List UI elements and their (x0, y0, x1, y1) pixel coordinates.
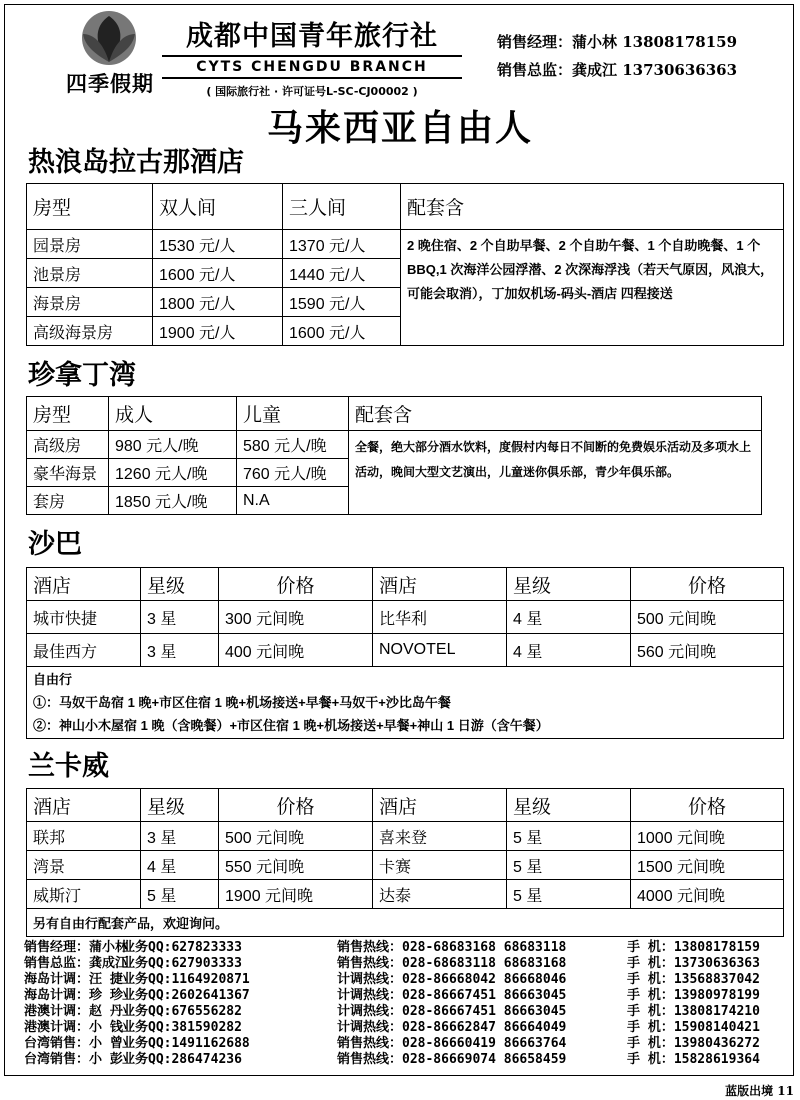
contact-hotline: 计调热线：028-86662847 86664049 (337, 1020, 567, 1035)
brand-rule (162, 77, 462, 79)
contact-hotline: 销售热线：028-68683118 68683168 (337, 956, 567, 971)
section-title-langkawi: 兰卡威 (28, 751, 109, 782)
contact-row (24, 1036, 800, 1052)
page-label: 蓝版出境 11 (725, 1084, 794, 1098)
contact-manager: 销售经理：蒲小林 13808178159 (497, 33, 738, 51)
table-header-row (27, 789, 784, 822)
price: 500 元间晚 (631, 601, 784, 634)
table-row (27, 851, 784, 880)
header-cell: 酒店 (373, 568, 507, 601)
star-rating: 5 星 (141, 880, 219, 909)
contact-hotline: 销售热线：028-86669074 86658459 (337, 1052, 567, 1067)
header-cell: 星级 (141, 789, 219, 822)
price-double: 1600 元/人 (153, 259, 283, 288)
contact-hotline: 计调热线：028-86668042 86668046 (337, 972, 567, 987)
price-double: 1800 元/人 (153, 288, 283, 317)
contact-hotline: 销售热线：028-86660419 86663764 (337, 1036, 567, 1051)
header-cell: 酒店 (27, 568, 141, 601)
hotel-name: 联邦 (27, 822, 141, 851)
star-rating: 5 星 (507, 851, 631, 880)
laguna-price-table (26, 183, 784, 346)
header-cell: 价格 (631, 789, 784, 822)
room-type: 海景房 (27, 288, 153, 317)
price: 560 元间晚 (631, 634, 784, 667)
table-row (27, 667, 784, 739)
star-rating: 3 星 (141, 601, 219, 634)
contact-row (24, 1020, 800, 1036)
contact-name: 海岛计调：珍 珍 (24, 988, 123, 1003)
table-row (27, 230, 784, 259)
table-header-row (27, 397, 762, 431)
price: 1000 元间晚 (631, 822, 784, 851)
table-row (27, 431, 762, 459)
contact-qq: 业务QQ:1164920871 (122, 972, 250, 987)
table-row (27, 880, 784, 909)
header-cell: 酒店 (373, 789, 507, 822)
contact-hotline: 计调热线：028-86667451 86663045 (337, 1004, 567, 1019)
contact-qq: 业务QQ:1491162688 (122, 1036, 250, 1051)
table-row (27, 822, 784, 851)
logo-text: 四季假期 (66, 72, 154, 96)
star-rating: 3 星 (141, 822, 219, 851)
table-row (27, 909, 784, 937)
room-type: 园景房 (27, 230, 153, 259)
contact-qq: 业务QQ:286474236 (122, 1052, 242, 1067)
header-cell: 房型 (27, 397, 109, 431)
langkawi-price-table (26, 788, 784, 937)
room-type: 套房 (27, 487, 109, 515)
header-cell: 三人间 (283, 184, 401, 230)
star-rating: 5 星 (507, 822, 631, 851)
note-line: 自由行 (33, 672, 73, 687)
brand-rule (162, 55, 462, 57)
price-triple: 1440 元/人 (283, 259, 401, 288)
price-triple: 1590 元/人 (283, 288, 401, 317)
price-adult: 1260 元人/晚 (109, 459, 237, 487)
room-type: 池景房 (27, 259, 153, 288)
price: 400 元间晚 (219, 634, 373, 667)
price: 1500 元间晚 (631, 851, 784, 880)
contact-mobile: 手 机：13980978199 (627, 988, 760, 1003)
hotel-name: 喜来登 (373, 822, 507, 851)
header-cell: 价格 (219, 568, 373, 601)
contact-name: 港澳计调：小 钱 (24, 1020, 123, 1035)
price-adult: 980 元人/晚 (109, 431, 237, 459)
star-rating: 3 星 (141, 634, 219, 667)
price-child: N.A (237, 487, 349, 515)
hotel-name: 比华利 (373, 601, 507, 634)
package-includes: 2 晚住宿、2 个自助早餐、2 个自助午餐、1 个自助晚餐、1 个 BBQ,1 次海洋公园浮潜、2 次深海浮浅（若天气原因，风浪大，可能会取消），丁加奴机场-码头-酒店 四程接送 (401, 230, 784, 346)
price-child: 760 元人/晚 (237, 459, 349, 487)
contact-row (24, 956, 800, 972)
contact-name: 台湾销售：小 曾 (24, 1036, 123, 1051)
hotel-name: 城市快捷 (27, 601, 141, 634)
hotel-name: 达泰 (373, 880, 507, 909)
header-cell: 儿童 (237, 397, 349, 431)
price-triple: 1600 元/人 (283, 317, 401, 346)
star-rating: 4 星 (507, 634, 631, 667)
room-type: 豪华海景 (27, 459, 109, 487)
contact-hotline: 计调热线：028-86667451 86663045 (337, 988, 567, 1003)
price-double: 1900 元/人 (153, 317, 283, 346)
brand-block (162, 14, 462, 99)
contact-qq: 业务QQ:381590282 (122, 1020, 242, 1035)
logo-mark-icon (69, 8, 149, 66)
header-cell: 双人间 (153, 184, 283, 230)
header-cell: 价格 (219, 789, 373, 822)
contact-mobile: 手 机：13568837042 (627, 972, 760, 987)
star-rating: 4 星 (507, 601, 631, 634)
table-header-row (27, 184, 784, 230)
star-rating: 4 星 (141, 851, 219, 880)
note-line: ①：马奴干岛宿 1 晚+市区住宿 1 晚+机场接送+早餐+马奴干+沙比岛午餐 (33, 695, 451, 710)
price-child: 580 元人/晚 (237, 431, 349, 459)
star-rating: 5 星 (507, 880, 631, 909)
hotel-name: NOVOTEL (373, 634, 507, 667)
room-type: 高级海景房 (27, 317, 153, 346)
contact-director: 销售总监：龚成江 13730636363 (497, 61, 738, 79)
contact-qq: 业务QQ:2602641367 (122, 988, 250, 1003)
sabah-notes (27, 667, 784, 739)
contact-mobile: 手 机：13808174210 (627, 1004, 760, 1019)
contact-hotline: 销售热线：028-68683168 68683118 (337, 940, 567, 955)
langkawi-note: 另有自由行配套产品，欢迎询问。 (27, 909, 784, 937)
table-row (27, 601, 784, 634)
tanjong-price-table (26, 396, 762, 515)
section-title-sabah: 沙巴 (28, 529, 82, 560)
header-cell: 价格 (631, 568, 784, 601)
contact-mobile: 手 机：13730636363 (627, 956, 760, 971)
header-cell: 星级 (141, 568, 219, 601)
hotel-name: 卡赛 (373, 851, 507, 880)
brand-name-cn: 成都中国青年旅行社 (186, 21, 438, 52)
license-number: ( 国际旅行社 · 许可证号L-SC-CJ00002 ) (206, 85, 418, 98)
contact-qq: 业务QQ:627823333 (122, 940, 242, 955)
contact-mobile: 手 机：15828619364 (627, 1052, 760, 1067)
contact-name: 港澳计调：赵 丹 (24, 1004, 123, 1019)
contact-mobile: 手 机：13808178159 (627, 940, 760, 955)
contact-mobile: 手 机：13980436272 (627, 1036, 760, 1051)
logo (55, 8, 165, 98)
hotel-name: 威斯汀 (27, 880, 141, 909)
footer-contacts (24, 940, 800, 1068)
note-line: ②：神山小木屋宿 1 晚（含晚餐）+市区住宿 1 晚+机场接送+早餐+神山 1 日游（含午餐） (33, 718, 549, 733)
contact-row (24, 1052, 800, 1068)
page-title: 马来西亚自由人 (266, 108, 533, 149)
section-title-tanjong: 珍拿丁湾 (28, 360, 136, 391)
price-double: 1530 元/人 (153, 230, 283, 259)
header-cell: 房型 (27, 184, 153, 230)
price: 500 元间晚 (219, 822, 373, 851)
price-triple: 1370 元/人 (283, 230, 401, 259)
contact-row (24, 972, 800, 988)
header-contacts (497, 28, 737, 84)
room-type: 高级房 (27, 431, 109, 459)
contact-row (24, 940, 800, 956)
header-cell: 配套含 (349, 397, 762, 431)
contact-name: 销售总监：龚成江 (24, 956, 129, 971)
contact-row (24, 988, 800, 1004)
contact-name: 海岛计调：汪 捷 (24, 972, 123, 987)
header-cell: 星级 (507, 568, 631, 601)
contact-qq: 业务QQ:676556282 (122, 1004, 242, 1019)
price: 4000 元间晚 (631, 880, 784, 909)
header-cell: 配套含 (401, 184, 784, 230)
section-title-laguna: 热浪岛拉古那酒店 (28, 147, 244, 178)
contact-qq: 业务QQ:627903333 (122, 956, 242, 971)
table-header-row (27, 568, 784, 601)
header-cell: 成人 (109, 397, 237, 431)
brand-name-en: CYTS CHENGDU BRANCH (196, 59, 428, 75)
price: 550 元间晚 (219, 851, 373, 880)
price: 1900 元间晚 (219, 880, 373, 909)
header-cell: 星级 (507, 789, 631, 822)
sabah-price-table (26, 567, 784, 739)
price-adult: 1850 元人/晚 (109, 487, 237, 515)
hotel-name: 湾景 (27, 851, 141, 880)
contact-name: 销售经理：蒲小林 (24, 940, 129, 955)
contact-row (24, 1004, 800, 1020)
table-row (27, 634, 784, 667)
hotel-name: 最佳西方 (27, 634, 141, 667)
contact-mobile: 手 机：15908140421 (627, 1020, 760, 1035)
price: 300 元间晚 (219, 601, 373, 634)
contact-name: 台湾销售：小 彭 (24, 1052, 123, 1067)
header-cell: 酒店 (27, 789, 141, 822)
package-includes: 全餐，绝大部分酒水饮料，度假村内每日不间断的免费娱乐活动及多项水上活动，晚间大型文艺演出，儿童迷你俱乐部，青少年俱乐部。 (349, 431, 762, 515)
